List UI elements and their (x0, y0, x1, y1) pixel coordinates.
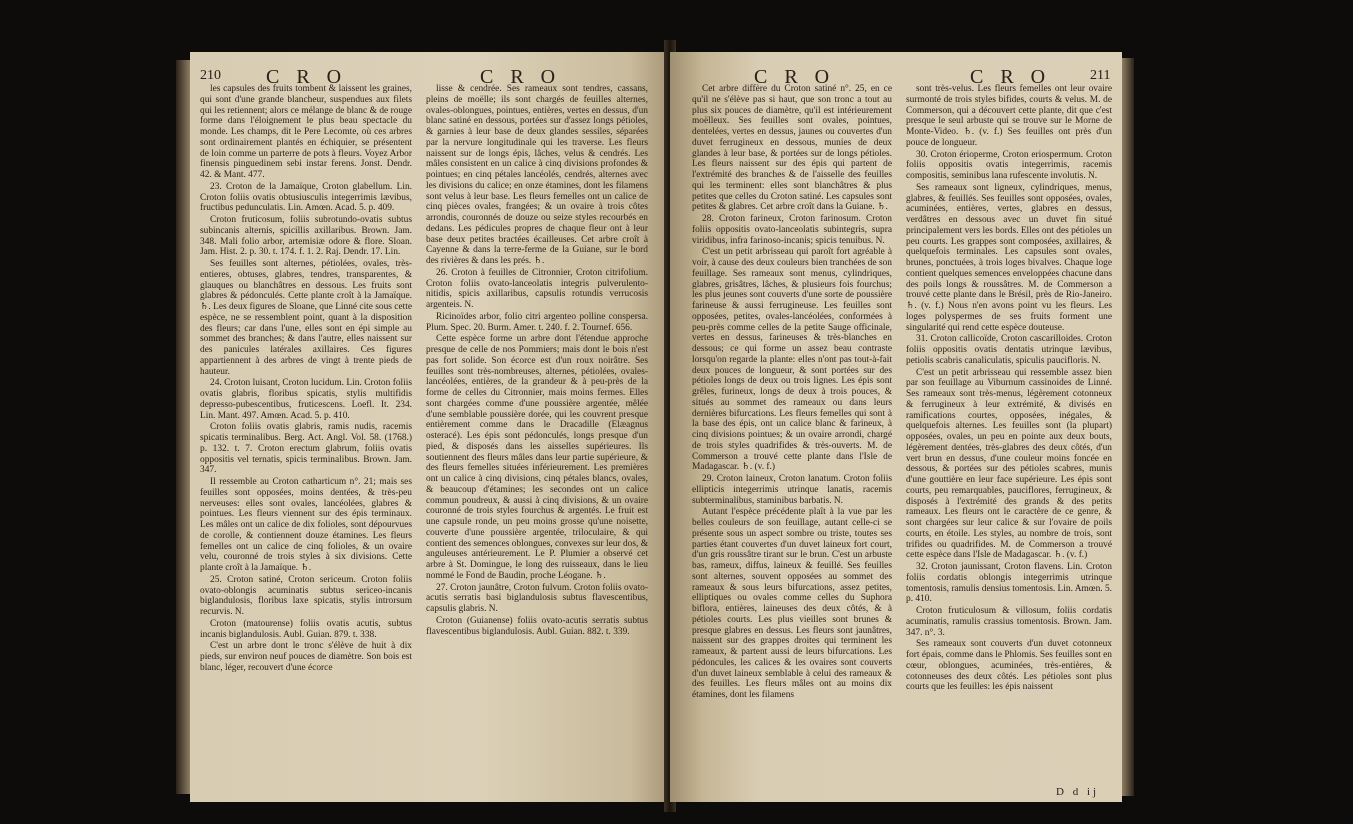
left-page (190, 52, 668, 802)
paragraph: Ses feuilles sont alternes, pétiolées, ovales, très-entieres, obtuses, glabres, tendres, transparentes, & glauques ou blanchâtres en dessous. Les fruits sont glabres & pédonculés. Cette plante croît à la Jamaïque. ♄. Les deux figures de Sloane, que Linné cite sous cette espèce, ne se ressemblent point, quant à la disposition des fleurs; car dans l'une, elles sont en épi simple au sommet des branches; & dans l'autre, elles naissent sur des panicules latérales axillaires. Ces figures appartiennent à des arbres de vingt à trente pieds de hauteur. (200, 259, 412, 377)
paragraph: Ses rameaux sont ligneux, cylindriques, menus, glabres, & feuillés. Ses feuilles sont opposées, ovales, acuminées, entières, vertes, glabres en dessus, verdâtres en dessous avec un duvet fin situé principalement vers les bords. Elles ont des pétioles un peu courts. Les grappes sont composées, axillaires, & quelquefois terminales. Les capsules sont ovales, brunes, ponctuées, à trois loges bivalves. Chaque loge contient quelques semences enveloppées chacune dans des poils longs & roussâtres. M. de Commerson a trouvé cette plante dans le Brésil, près de Rio-Janeiro. ♄. (v. f.) Nous n'en avons point vu les fleurs. Les loges polyspermes de ses fruits forment une singularité qui rend cette espèce douteuse. (906, 182, 1112, 333)
paragraph: Cet arbre diffère du Croton satiné n°. 25, en ce qu'il ne s'élève pas si haut, que son tronc a tout au plus six pouces de diamètre, qu'il est intérieurement moëlleux. Ses feuilles sont ovales, pointues, dentelées, vertes en dessus, jaunes ou couvertes d'un duvet ferrugineux en dessous, munies de deux glandes à leur base, & portées sur de longs pétioles. Les fleurs naissent sur des épis qui partent de l'extrémité des branches & de l'aisselle des feuilles qui les terminent: elles sont blanchâtres & plus petites que celles du Croton satiné. Les capsules sont petites & glabres. Cet arbre croît dans la Guiane. ♄. (692, 84, 892, 213)
right-page-number: 211 (1090, 68, 1111, 83)
paragraph: 24. Croton luisant, Croton lucidum. Lin. Croton foliis ovatis glabris, floribus spicatis, stylis multifidis depresso-pubescentibus, fruticescens. Loefl. It. 234. Lin. Mant. 497. Amœn. Acad. 5. p. 410. (200, 378, 412, 421)
paragraph: Croton foliis ovatis glabris, ramis nudis, racemis spicatis terminalibus. Berg. Act. Angl. Vol. 58. (1768.) p. 132. t. 7. Croton erectum glabrum, foliis ovatis oppositis vel ternatis, spicis terminalibus. Brown. Jam. 347. (200, 422, 412, 476)
left-page-edge (176, 60, 190, 794)
paragraph: 29. Croton laineux, Croton lanatum. Croton foliis ellipticis integerrimis utrinque lanatis, racemis subterminalibus, staminibus barbatis. N. (692, 474, 892, 506)
right-page-column-1 (692, 84, 892, 796)
paragraph: 25. Croton satiné, Croton sericeum. Croton foliis ovato-oblongis acuminatis subtus sericeo-incanis biglandulosis, floribus laxe spicatis, stylis introrsum recurvis. N. (200, 574, 412, 617)
paragraph: C'est un petit arbrisseau qui ressemble assez bien par son feuillage au Viburnum cassinoides de Linné. Ses rameaux sont très-menus, légèrement cotonneux & ferrugineux à leur extrémité, & divisés en ramifications courtes, opposées, inégales, & quelquefois alternes. Les feuilles sont (la plupart) opposées, ovales, un peu en pointe aux deux bouts, légèrement dentées, très-glabres des deux côtés, d'un vert brun en dessus, d'une couleur moins foncée en dessous, & portées sur des pétioles scabres, munis d'une gouttière en leur face supérieure. Les épis sont courts, peu remarquables, pauciflores, ferrugineux, & disposés à l'extrémité des grands & des petits rameaux. Les fleurs ont le caractère de ce genre, & sont chargées sur leur calice & sur l'ovaire de poils courts, en étoile. Les styles, au nombre de trois, sont trifides ou quadrifides. M. de Commerson a trouvé cette espèce dans l'Isle de Madagascar. ♄. (v. f.) (906, 367, 1112, 561)
paragraph: Ses rameaux sont couverts d'un duvet cotonneux fort épais, comme dans le Phlomis. Ses feuilles sont en cœur, oblongues, acuminées, très-entières, & cotonneuses des deux côtés. Les pétioles sont plus courts que les feuilles: les épis naissent (906, 639, 1112, 693)
right-page (670, 52, 1122, 802)
paragraph: 27. Croton jaunâtre, Croton fulvum. Croton foliis ovato-acutis serratis basi biglandulosis subtus flavescentibus, capsulis glabris. N. (426, 582, 648, 614)
right-running-head: C R O (754, 66, 836, 88)
paragraph: C'est un arbre dont le tronc s'élève de huit à dix pieds, sur environ neuf pouces de diamètre. Son bois est blanc, léger, recouvert d'une écorce (200, 641, 412, 673)
left-running-head-col2: C R O (480, 66, 562, 88)
paragraph: Autant l'espèce précédente plaît à la vue par les belles couleurs de son feuillage, autant celle-ci se présente sous un aspect sombre ou triste, toutes ses parties étant couvertes d'un duvet laineux fort court, d'un gris roussâtre tirant sur le brun. C'est un arbuste bas, rameux, diffus, laineux & feuillé. Ses feuilles sont alternes, souvent opposées au sommet des rameaux & sous leurs bifurcations, assez petites, elliptiques ou ovales comme celles du Suphora biflora, entières, laineuses des deux côtés, & à pétioles courts. Les plus vieilles sont brunes & presque glabres en dessus. Les fleurs sont jaunâtres, naissent sur des grappes droites qui terminent les rameaux, & partent aussi de leurs bifurcations. Les pédoncules, les calices & les ovaires sont couverts d'un duvet laineux semblable à celui des rameaux & des feuilles. Les fleurs mâles ont au moins dix étamines, dont les filamens (692, 507, 892, 700)
paragraph: lisse & cendrée. Ses rameaux sont tendres, cassans, pleins de moëlle; ils sont chargés de feuilles alternes, ovales-oblongues, pointues, entières, vertes en dessus, d'un blanc satiné en dessous, portées sur d'assez longs pétioles, & garnies à leur base de deux glandes sessiles, séparées par la nervure longitudinale qui les traverse. Les fleurs naissent sur de longs épis, lâches, velus & cendrés. Les mâles consistent en un calice à cinq divisions profondes & pointues; en cinq pétales lancéolés, cendrés, alternes avec les divisions du calice; en onze étamines, dont les filamens sont velus à leur base. Les fleurs femelles ont un calice de cinq pièces ovales, frangées; & un ovaire à trois côtes arrondis, couronnés de douze ou seize styles recourbés en dedans. Les pédicules propres de chaque fleur ont à leur base deux petites bractées écailleuses. Cet arbre croît à Cayenne & dans la terre-ferme de la Guiane, sur le bord des rivières & dans les prés. ♄. (426, 84, 648, 266)
right-page-column-2 (906, 84, 1112, 782)
paragraph: Cette espèce forme un arbre dont l'étendue approche presque de celle de nos Pommiers; mais dont le bois n'est pas fort solide. Son écorce est d'un roux noirâtre. Ses feuilles sont très-nombreuses, alternes, pétiolées, ovales-lancéolées, entières, de la grandeur & à peu-près de la forme de celles du Citronnier, mais moins fermes. Elles sont chargées comme d'une poussière argentée, mêlée d'une semblable poussière dorée, qui les couvrent presque entièrement comme dans le Dracadille (Elæagnus osteracé). Les épis sont pédonculés, longs presque d'un pied, & disposés dans les aisselles supérieures. Ils soutiennent des fleurs mâles dans leur partie supérieure, & des fleurs femelles situées inférieurement. Les premières ont un calice à cinq divisions, cinq pétales blancs, ovales, & beaucoup d'étamines; les secondes ont un calice commun poudreux, & aussi à cinq divisions, & un ovaire couronné de trois styles fourchus & argentés. Le fruit est une capsule ronde, un peu moins grosse qu'une noisette, couverte d'une poussière argentée, triloculaire, & qui contient des semences oblongues, convexes sur leur dos, & anguleuses antérieurement. Le P. Plumier a observé cet arbre à St. Domingue, le long des ruisseaux, dans le lieu nommé le Fond de Baudin, proche Léogane. ♄. (426, 334, 648, 581)
paragraph: les capsules des fruits tombent & laissent les graines, qui sont d'une grande blancheur, suspendues aux filets qui les retiennent; alors ce mélange de blanc & de rouge forme dans l'éloignement le plus beau spectacle du monde. Les champs, dit le Pere Lecomte, où ces arbres sont ordinairement plantés en échiquier, se présentent de loin comme un parterre de pots à fleurs. Voyez Arbor finensis pinguedinem sebi instar ferens. Jonst. Dendr. 42. & Mant. 477. (200, 84, 412, 180)
right-running-head-col2: C R O (970, 66, 1052, 88)
paragraph: 28. Croton farineux, Croton farinosum. Croton foliis oppositis ovato-lanceolatis subintegris, supra viridibus, infra farinoso-incanis; spicis tenuibus. N. (692, 214, 892, 246)
paragraph: sont très-velus. Les fleurs femelles ont leur ovaire surmonté de trois styles bifides, courts & velus. M. de Commerson, qui a découvert cette plante, dit que c'est presque le seul arbuste qui se trouve sur le Morne de Monte-Video. ♄. (v. f.) Ses feuilles ont près d'un pouce de longueur. (906, 84, 1112, 148)
right-page-edge (1122, 58, 1134, 796)
left-running-head: C R O (266, 66, 348, 88)
catchword: D d ij (1056, 786, 1100, 798)
paragraph: Croton (Guianense) foliis ovato-acutis serratis subtus flavescentibus biglandulosis. Aubl. Guian. 882. t. 339. (426, 615, 648, 637)
left-page-column-1 (200, 84, 412, 796)
paragraph: 30. Croton érioperme, Croton eriospermum. Croton foliis oppositis ovatis integerrimis, racemis compositis, seminibus lana rufescente involutis. N. (906, 149, 1112, 181)
paragraph: 31. Croton callicoïde, Croton cascarilloides. Croton foliis oppositis ovatis dentatis utrinque lævibus, petiolis scabris canaliculatis, spiculis paucifloris. N. (906, 334, 1112, 366)
paragraph: Il ressemble au Croton catharticum n°. 21; mais ses feuilles sont opposées, moins dentées, & très-peu nerveuses: elles sont ovales, lancéolées, glabres & pointues. Les fleurs viennent sur des épis terminaux. Les mâles ont un calice de dix folioles, sont dépourvues de corolle, & contiennent douze étamines. Les fleurs femelles ont un calice de cinq folioles, & un ovaire velu, couronné de trois styles à six divisions. Cette plante croît à la Jamaïque. ♄. (200, 477, 412, 573)
paragraph: Croton fruticulosum & villosum, foliis cordatis acuminatis, ramulis crassius tomentosis. Brown. Jam. 347. n°. 3. (906, 606, 1112, 638)
paragraph: Croton fruticosum, foliis subrotundo-ovatis subtus subincanis alternis, spicillis axillaribus. Brown. Jam. 348. Mali folio arbor, artemisiæ odore & flore. Sloan. Jam. Hist. 2. p. 30. t. 174. f. 1. 2. Raj. Dendr. 17. Lin. (200, 215, 412, 258)
paragraph: Croton (matourense) foliis ovatis acutis, subtus incanis biglandulosis. Aubl. Guian. 879. t. 338. (200, 618, 412, 640)
paragraph: 23. Croton de la Jamaïque, Croton glabellum. Lin. Croton foliis ovatis obtusiusculis integerrimis lævibus, fructibus pedunculatis. Lin. Amœn. Acad. 5. p. 409. (200, 181, 412, 214)
left-page-number: 210 (200, 68, 221, 83)
left-page-column-2 (426, 84, 648, 796)
paragraph: C'est un petit arbrisseau qui paroît fort agréable à voir, à cause des deux couleurs bien tranchées de son feuillage. Ses rameaux sont menus, cylindriques, glabres, grisâtres, lâches, & plusieurs fois fourchus; les plus jeunes sont couverts d'une sorte de poussière farineuse & aussi ferrugineuse. Les feuilles sont opposées, petites, ovales-lancéolées, conformées à peu-près comme celles de la petite Sauge officinale, vertes en dessus, farineuses & très-blanches en dessous; ce qui forme un assez beau contraste lorsqu'on regarde la plante: elles n'ont pas tout-à-fait deux pouces de longueur, & sont portées sur des pétioles longs de deux ou trois lignes. Les épis sont grêles, furineux, longs de deux à trois pouces, & situés au sommet des rameaux ou dans leurs dernières bifurcations. Les fleurs femelles qui sont à la base des épis, ont un calice blanc & farineux, à cinq divisions pointues; & un ovaire arrondi, chargé de trois styles quadrifides & très-ouverts. M. de Commerson a trouvé cette plante dans l'Isle de Madagascar. ♄. (v. f.) (692, 247, 892, 473)
paragraph: Ricinoïdes arbor, folio citri argenteo polline conspersa. Plum. Spec. 20. Burm. Amer. t. 240. f. 2. Tournef. 656. (426, 311, 648, 333)
paragraph: 26. Croton à feuilles de Citronnier, Croton citrifolium. Croton foliis ovato-lanceolatis integris pulverulento-nitidis, spicis axillaribus, capsulis rotundis verrucosis argenteis. N. (426, 267, 648, 310)
paragraph: 32. Croton jaunissant, Croton flavens. Lin. Croton foliis cordatis oblongis integerrimis utrinque tomentosis, ramulis densius tomentosis. Lin. Amœn. 5. p. 410. (906, 562, 1112, 605)
